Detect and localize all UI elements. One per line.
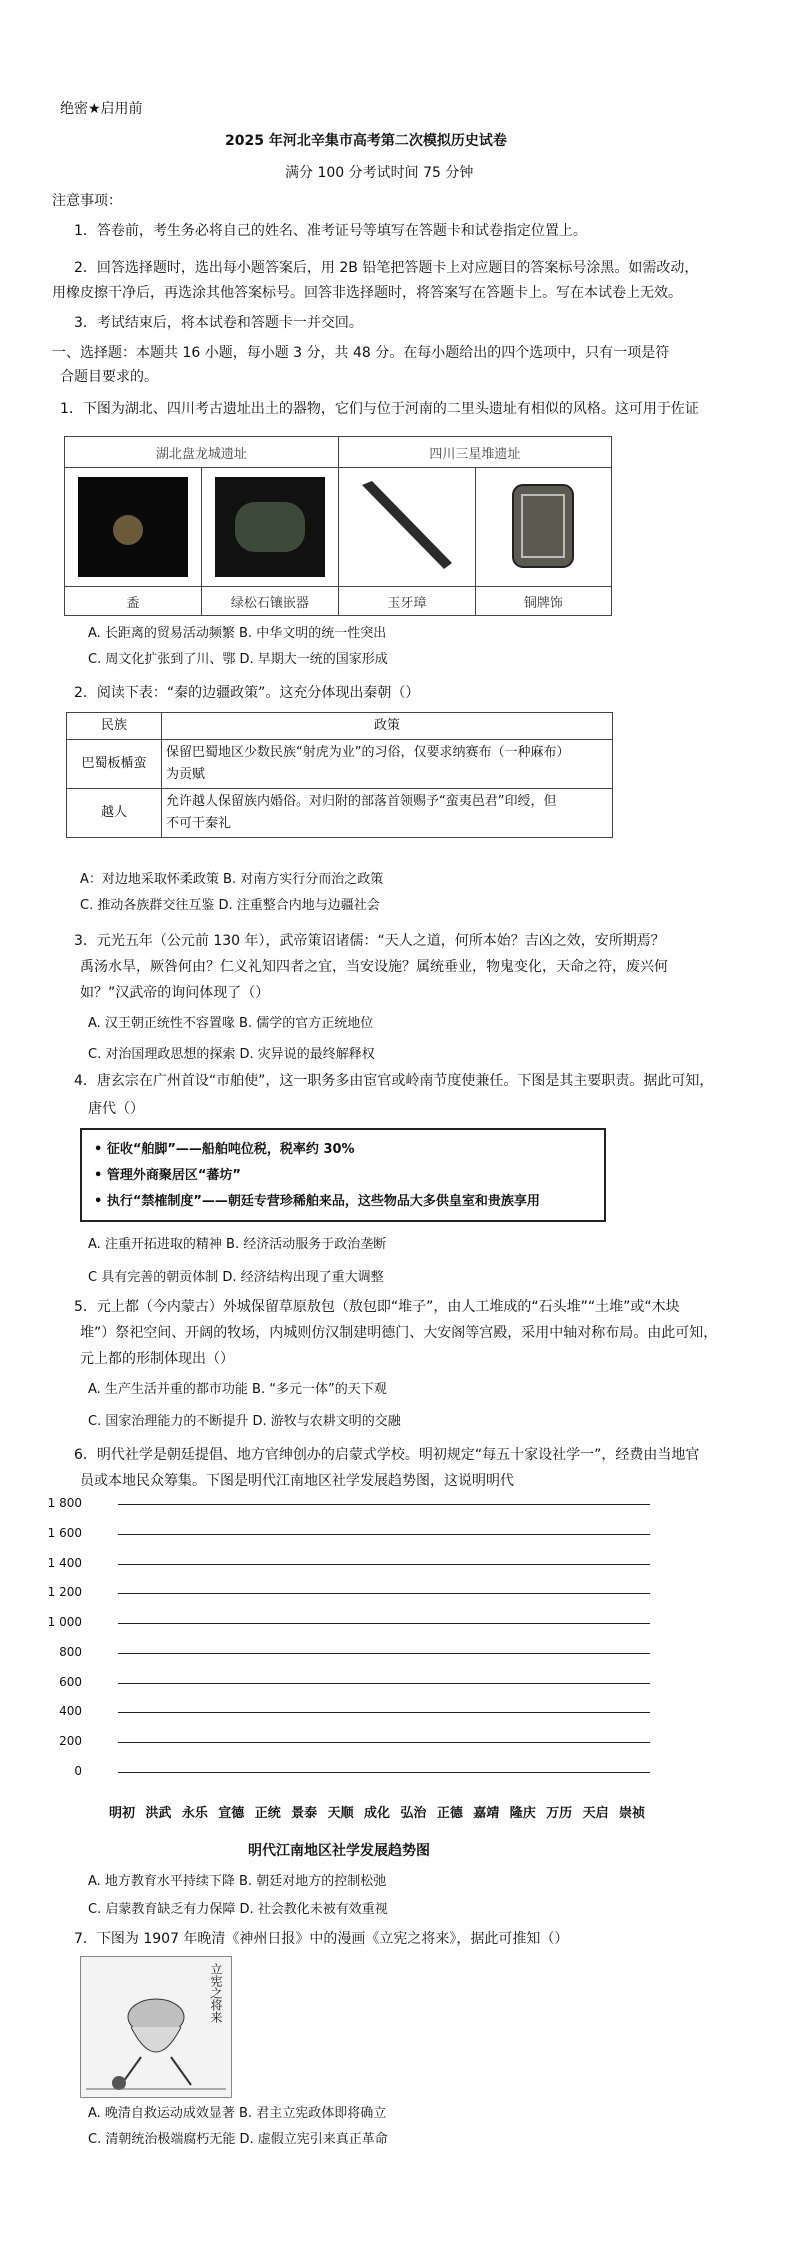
jade-zhang-image <box>352 475 462 575</box>
col-header-policy: 政策 <box>162 713 613 740</box>
artifact-label: 绿松石镶嵌器 <box>201 587 338 616</box>
duty-item: • 执行“禁榷制度”——朝廷专营珍稀舶来品，这些物品大多供皇室和贵族享用 <box>94 1194 540 1209</box>
chart-title: 明代江南地区社学发展趋势图 <box>248 1843 430 1859</box>
y-tick-label: 1 400 <box>47 1555 82 1570</box>
q4-line: 4．唐玄宗在广州首设“市舶使”，这一职务多由宦官或岭南节度使兼任。下图是其主要职责。据此可知， <box>74 1073 714 1089</box>
notice-item: 3．考试结束后，将本试卷和答题卡一并交回。 <box>74 315 363 331</box>
duty-item: • 管理外商聚居区“蕃坊” <box>94 1168 241 1183</box>
x-tick-label: 明初 <box>109 1806 136 1821</box>
x-tick-label: 正统 <box>254 1806 281 1821</box>
artifact-cell <box>201 468 338 587</box>
grid-line <box>118 1712 650 1713</box>
section-heading: 一、选择题：本题共 16 小题，每小题 3 分，共 48 分。在每小题给出的四个选项中，只有一项是符 <box>52 345 670 361</box>
ethnic-name: 越人 <box>67 789 162 838</box>
notice-heading: 注意事项： <box>52 193 122 209</box>
x-tick-label: 弘治 <box>400 1806 427 1821</box>
col-header-ethnic: 民族 <box>67 713 162 740</box>
x-tick-label: 天顺 <box>327 1806 354 1821</box>
q3-line: 如？”汉武帝的询问体现了（） <box>80 985 270 1001</box>
turquoise-inlay-image <box>215 477 325 577</box>
q4-options-cd: C 具有完善的朝贡体制 D. 经济结构出现了重大调整 <box>88 1270 384 1285</box>
grid-line <box>118 1742 650 1743</box>
q1-artifact-table <box>64 436 612 616</box>
y-tick-label: 800 <box>59 1644 82 1659</box>
artifact-label: 盉 <box>65 587 202 616</box>
x-tick-label: 景泰 <box>291 1806 318 1821</box>
grid-line <box>118 1593 650 1594</box>
q3-line: 禹汤水旱，厥咎何由？仁义礼知四者之宜，当安设施？属统垂业，物鬼变化，天命之符，废兴何 <box>80 959 668 975</box>
y-tick-label: 200 <box>59 1734 82 1749</box>
q3-line: 3．元光五年（公元前 130 年），武帝策诏诸儒：“天人之道，何所本始？吉凶之效，安所期焉？ <box>74 933 665 949</box>
y-tick-label: 1 200 <box>47 1585 82 1600</box>
x-tick-label: 成化 <box>364 1806 391 1821</box>
q2-options-ab: A：对边地采取怀柔政策 B. 对南方实行分而治之政策 <box>80 872 384 887</box>
artifact-label: 铜牌饰 <box>475 587 611 616</box>
q4-line: 唐代（） <box>88 1101 144 1117</box>
notice-item: 用橡皮擦干净后，再选涂其他答案标号。回答非选择题时，将答案写在答题卡上。写在本试卷上无效。 <box>52 285 682 301</box>
q5-line: 元上都的形制体现出（） <box>80 1351 234 1367</box>
policy-text: 允许越人保留族内婚俗。对归附的部落首领赐予“蛮夷邑君”印绶，但 <box>166 794 557 809</box>
grid-line <box>118 1534 650 1535</box>
q4-duty-box <box>80 1128 606 1222</box>
x-tick-label: 崇祯 <box>619 1806 646 1821</box>
x-tick-label: 宣德 <box>218 1806 245 1821</box>
q5-line: 堆”）祭祀空间、开阔的牧场，内城则仿汉制建明德门、大安阁等宫殿，采用中轴对称布局。由此可知， <box>80 1325 718 1341</box>
q3-options-cd: C. 对治国理政思想的探索 D. 灾异说的最终解释权 <box>88 1047 375 1062</box>
q6-options-ab: A. 地方教育水平持续下降 B. 朝廷对地方的控制松弛 <box>88 1874 387 1889</box>
artifact-cell <box>65 468 202 587</box>
policy-cell <box>162 789 613 838</box>
policy-cell <box>162 740 613 789</box>
he-vessel-image <box>78 477 188 577</box>
score-time: 满分 100 分考试时间 75 分钟 <box>285 165 474 181</box>
y-tick-label: 1 600 <box>47 1525 82 1540</box>
q2-stem: 2．阅读下表：“秦的边疆政策”。这充分体现出秦朝（） <box>74 685 420 701</box>
policy-text: 为贡赋 <box>166 767 206 782</box>
q7-options-cd: C. 清朝统治极端腐朽无能 D. 虚假立宪引来真正革命 <box>88 2132 388 2147</box>
duty-text: 征收“舶脚”——船舶吨位税，税率约 30% <box>106 1142 355 1157</box>
x-tick-label: 嘉靖 <box>473 1806 500 1821</box>
policy-text: 保留巴蜀地区少数民族“射虎为业”的习俗，仅要求纳赛布（一种麻布） <box>166 745 570 760</box>
q5-options-cd: C. 国家治理能力的不断提升 D. 游牧与农耕文明的交融 <box>88 1414 401 1429</box>
q1-stem: 1．下图为湖北、四川考古遗址出土的器物，它们与位于河南的二里头遗址有相似的风格。这可用于佐证 <box>60 401 699 417</box>
q4-options-ab: A. 注重开拓进取的精神 B. 经济活动服务于政治垄断 <box>88 1237 387 1252</box>
bronze-plaque-image <box>498 475 588 575</box>
q3-options-ab: A. 汉王朝正统性不容置喙 B. 儒学的官方正统地位 <box>88 1016 374 1031</box>
y-tick-label: 600 <box>59 1674 82 1689</box>
duty-text: 管理外商聚居区“蕃坊” <box>106 1168 241 1183</box>
grid-line <box>118 1623 650 1624</box>
x-tick-label: 隆庆 <box>509 1806 536 1821</box>
q6-line: 6．明代社学是朝廷提倡、地方官绅创办的启蒙式学校。明初规定“每五十家设社学一”，经费由当地官 <box>74 1447 700 1463</box>
x-tick-label: 天启 <box>582 1806 609 1821</box>
q6-line: 员或本地民众筹集。下图是明代江南地区社学发展趋势图，这说明明代 <box>80 1473 514 1489</box>
cartoon-caption: 立宪之将来 <box>209 1963 223 2023</box>
grid-line <box>118 1653 650 1654</box>
q5-options-ab: A. 生产生活并重的都市功能 B. “多元一体”的天下观 <box>88 1382 387 1397</box>
q1-options-cd: C. 周文化扩张到了川、鄂 D. 早期大一统的国家形成 <box>88 652 388 667</box>
artifact-cell <box>475 468 611 587</box>
q7-options-ab: A. 晚清自救运动成效显著 B. 君主立宪政体即将确立 <box>88 2106 387 2121</box>
secret-mark: 绝密★启用前 <box>60 101 143 117</box>
site-hubei: 湖北盘龙城遗址 <box>65 437 339 468</box>
q6-options-cd: C. 启蒙教育缺乏有力保障 D. 社会教化未被有效重视 <box>88 1902 388 1917</box>
x-tick-label: 永乐 <box>181 1806 208 1821</box>
notice-item: 2．回答选择题时，选出每小题答案后，用 2B 铅笔把答题卡上对应题目的答案标号涂黑。如需改动， <box>74 260 699 276</box>
q5-line: 5．元上都（今内蒙古）外城保留草原敖包（敖包即“堆子”，由人工堆成的“石头堆”“土堆”或“木块 <box>74 1299 680 1315</box>
y-tick-label: 1 800 <box>47 1496 82 1510</box>
policy-text: 不可干秦礼 <box>166 816 232 831</box>
exam-title: 2025 年河北辛集市高考第二次模拟历史试卷 <box>225 133 507 149</box>
q2-policy-table <box>66 712 613 838</box>
y-tick-label: 0 <box>74 1764 82 1778</box>
grid-line <box>118 1504 650 1505</box>
grid-line <box>118 1772 650 1773</box>
notice-item: 1．答卷前，考生务必将自己的姓名、准考证号等填写在答题卡和试卷指定位置上。 <box>74 223 587 239</box>
ethnic-name: 巴蜀板楯蛮 <box>67 740 162 789</box>
duty-text: 执行“禁榷制度”——朝廷专营珍稀舶来品，这些物品大多供皇室和贵族享用 <box>106 1194 540 1209</box>
y-tick-label: 400 <box>59 1704 82 1719</box>
grid-line <box>118 1564 650 1565</box>
x-tick-label: 万历 <box>546 1806 573 1821</box>
y-tick-label: 1 000 <box>47 1615 82 1630</box>
q2-options-cd: C. 推动各族群交往互鉴 D. 注重整合内地与边疆社会 <box>80 898 380 913</box>
artifact-label: 玉牙璋 <box>338 587 475 616</box>
x-tick-label: 正德 <box>436 1806 463 1821</box>
duty-item: • 征收“舶脚”——船舶吨位税，税率约 30% <box>94 1142 355 1157</box>
cartoon-image <box>80 1956 232 2098</box>
grid-line <box>118 1683 650 1684</box>
q1-options-ab: A. 长距离的贸易活动频繁 B. 中华文明的统一性突出 <box>88 626 387 641</box>
x-tick-label: 洪武 <box>145 1806 172 1821</box>
artifact-cell <box>338 468 475 587</box>
site-sichuan: 四川三星堆遗址 <box>338 437 611 468</box>
section-heading-cont: 合题目要求的。 <box>60 369 158 385</box>
q7-stem: 7．下图为 1907 年晚清《神州日报》中的漫画《立宪之将来》，据此可推知（） <box>74 1931 569 1947</box>
